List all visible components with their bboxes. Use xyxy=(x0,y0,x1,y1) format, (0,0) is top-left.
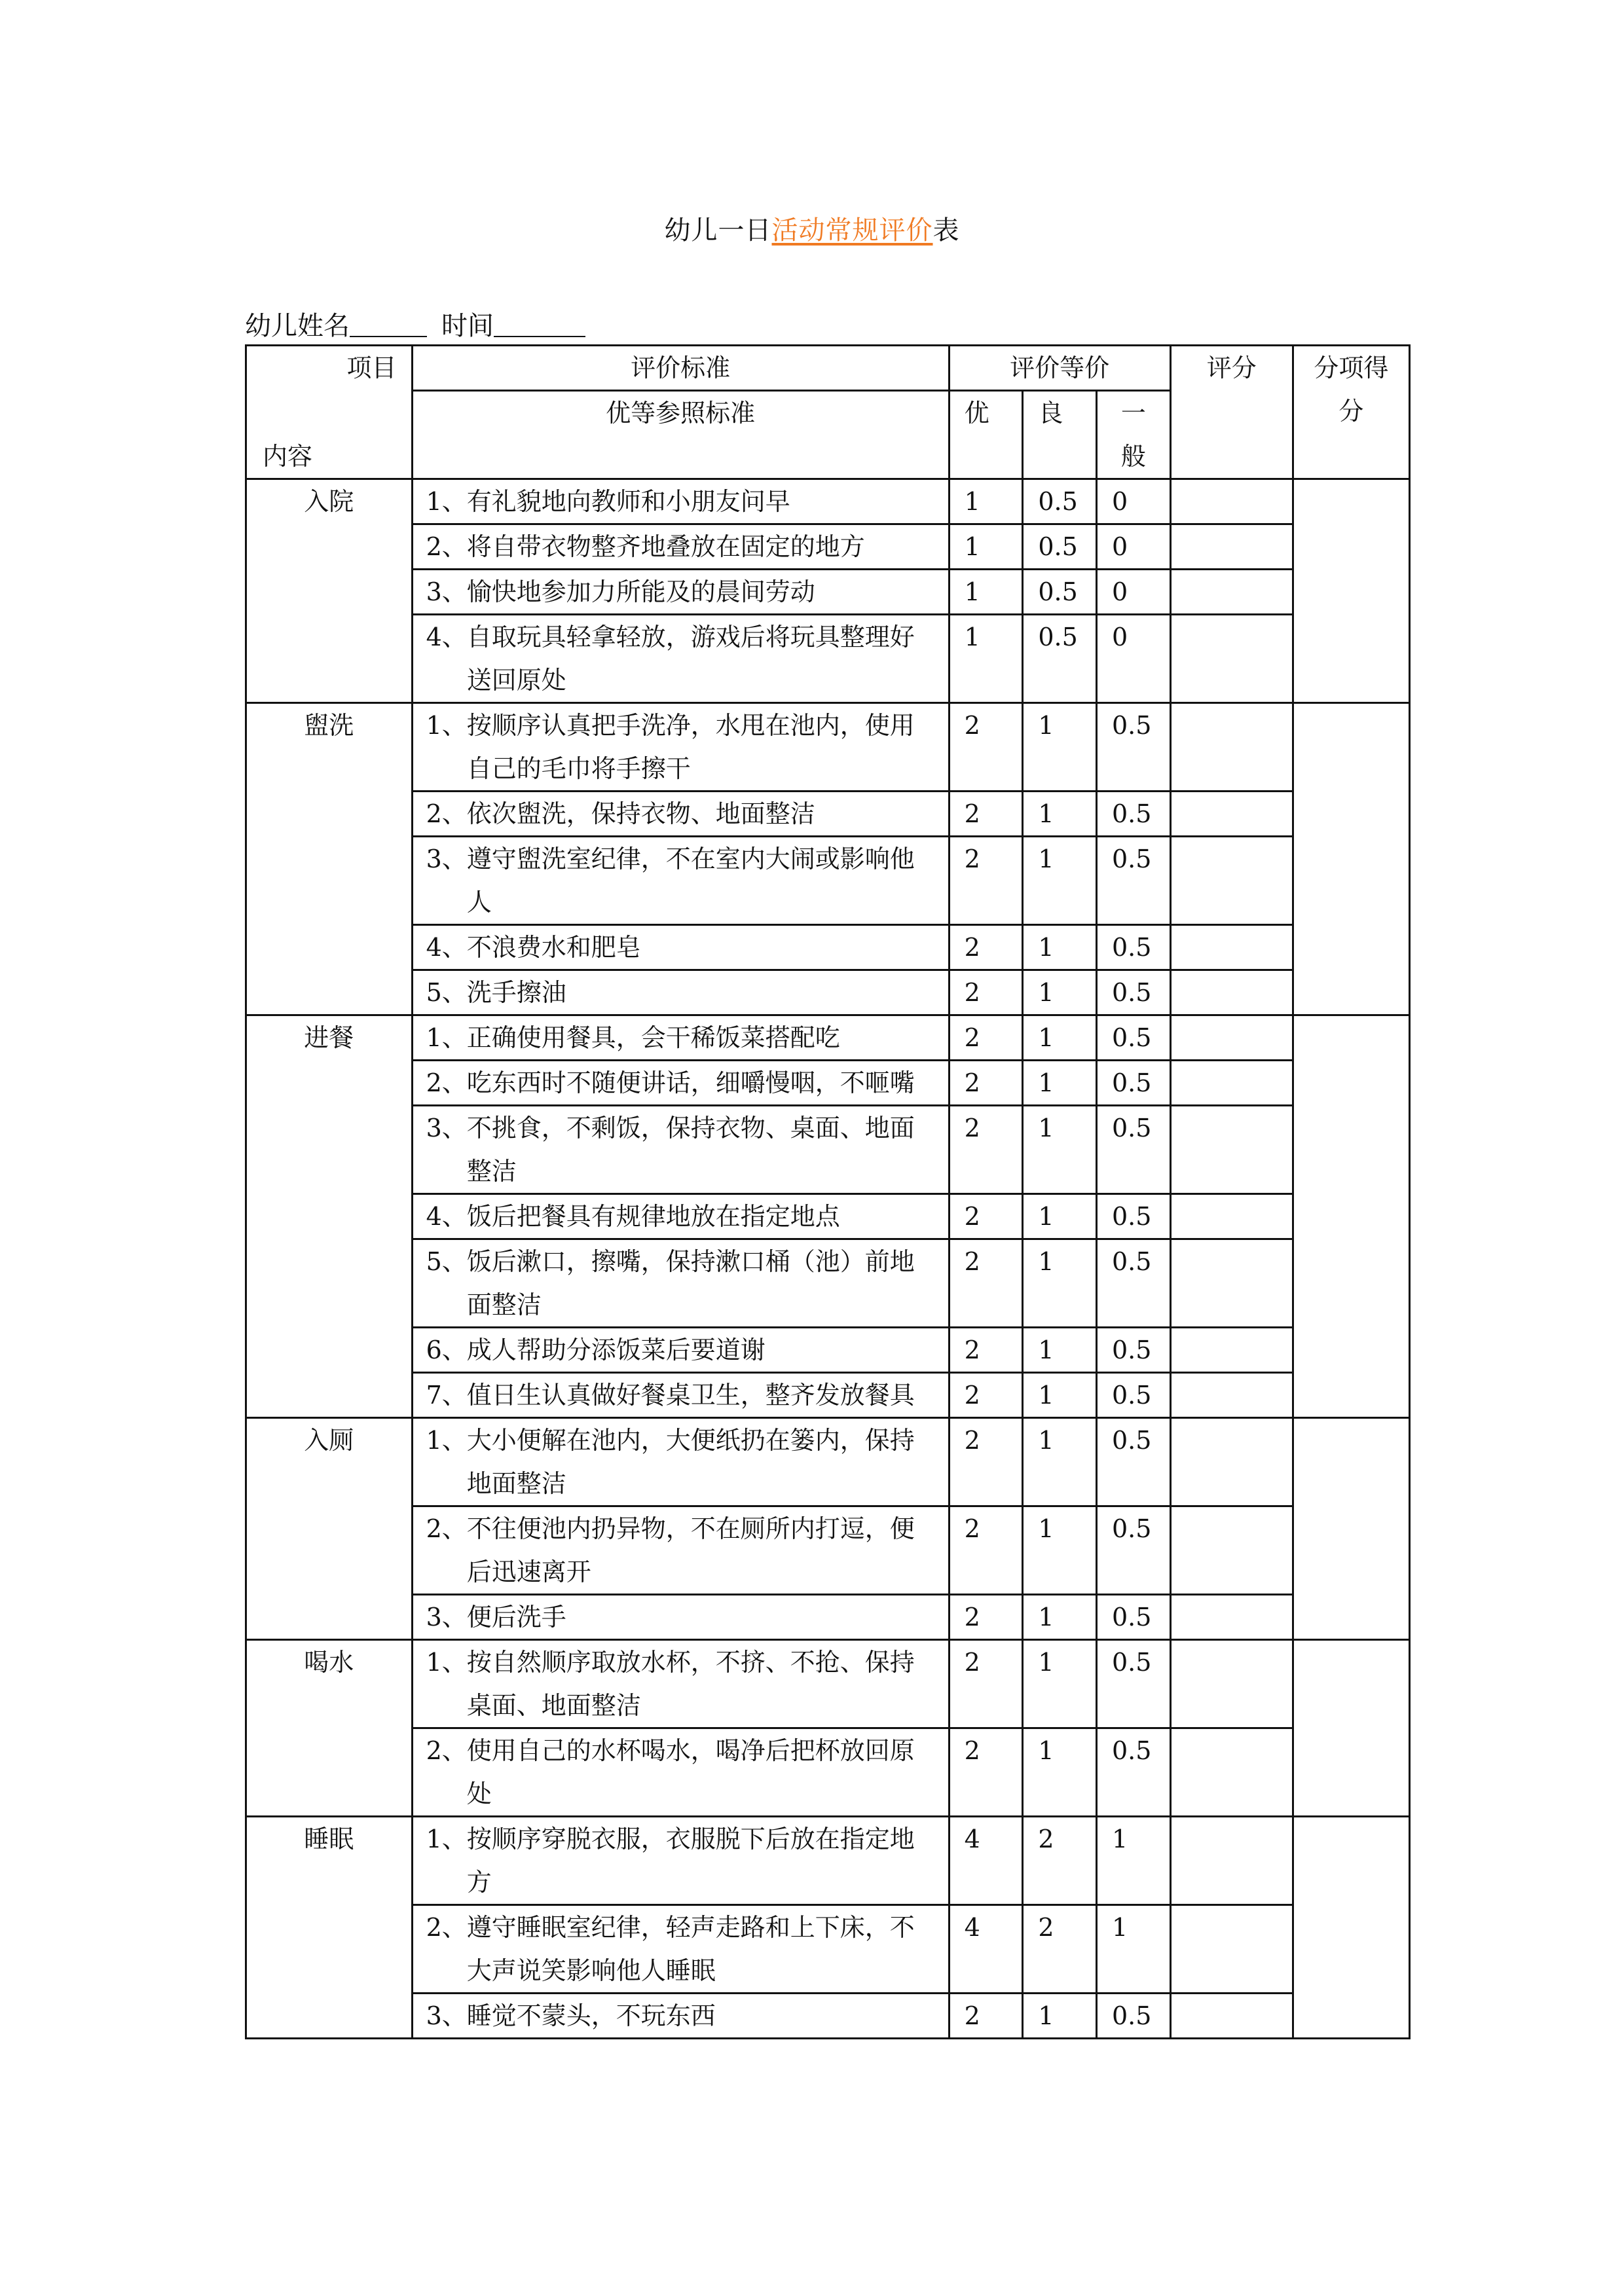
table-row xyxy=(246,1015,1410,1061)
score-input-cell[interactable] xyxy=(1170,615,1293,703)
criterion-number: 2、 xyxy=(426,799,467,828)
criterion-number: 1、 xyxy=(426,711,467,740)
table-row xyxy=(246,1106,1410,1194)
criterion-number: 3、 xyxy=(426,1603,467,1631)
table-row xyxy=(246,1061,1410,1106)
time-label: 时间 xyxy=(441,311,494,341)
table-row xyxy=(246,1640,1410,1728)
table-row xyxy=(246,970,1410,1015)
criterion-text: 值日生认真做好餐桌卫生，整齐发放餐具 xyxy=(466,1381,915,1410)
page-title xyxy=(0,210,1624,247)
header-general: 一般 xyxy=(1097,391,1171,479)
item-score-cell[interactable] xyxy=(1293,703,1409,1015)
criterion-cell xyxy=(412,1418,949,1506)
score-input-cell[interactable] xyxy=(1170,1817,1293,1905)
table-row xyxy=(246,703,1410,792)
good-value: 1 xyxy=(1023,1373,1097,1418)
criterion-number: 4、 xyxy=(426,623,467,651)
excellent-value: 2 xyxy=(949,1239,1023,1328)
criterion-cell xyxy=(412,1194,949,1239)
criterion-number: 2、 xyxy=(426,1736,467,1765)
criterion-cell xyxy=(412,1817,949,1905)
score-input-cell[interactable] xyxy=(1170,703,1293,792)
criterion-cell xyxy=(412,1015,949,1061)
criterion-cell xyxy=(412,1328,949,1373)
score-input-cell[interactable] xyxy=(1170,1328,1293,1373)
table-row xyxy=(246,925,1410,970)
general-value: 0.5 xyxy=(1097,925,1171,970)
criterion-cell xyxy=(412,1106,949,1194)
criterion-cell xyxy=(412,524,949,570)
score-input-cell[interactable] xyxy=(1170,1905,1293,1994)
table-row xyxy=(246,1905,1410,1994)
criterion-cell xyxy=(412,970,949,1015)
criterion-number: 1、 xyxy=(426,1426,467,1455)
criterion-text: 不挑食，不剩饭，保持衣物、桌面、地面整洁 xyxy=(466,1114,915,1186)
good-value: 1 xyxy=(1023,1015,1097,1061)
criterion-cell xyxy=(412,1640,949,1728)
criterion-cell xyxy=(412,615,949,703)
score-input-cell[interactable] xyxy=(1170,1015,1293,1061)
good-value: 1 xyxy=(1023,1994,1097,2039)
criterion-text: 自取玩具轻拿轻放，游戏后将玩具整理好送回原处 xyxy=(466,623,915,695)
good-value: 1 xyxy=(1023,1106,1097,1194)
score-input-cell[interactable] xyxy=(1170,1506,1293,1595)
table-row xyxy=(246,524,1410,570)
good-value: 1 xyxy=(1023,792,1097,837)
criterion-number: 1、 xyxy=(426,1023,467,1052)
criterion-cell xyxy=(412,703,949,792)
criterion-cell xyxy=(412,1506,949,1595)
criterion-cell xyxy=(412,1061,949,1106)
excellent-value: 2 xyxy=(949,1418,1023,1506)
good-value: 1 xyxy=(1023,703,1097,792)
good-value: 0.5 xyxy=(1023,570,1097,615)
category-cell: 进餐 xyxy=(246,1015,413,1418)
category-cell: 入院 xyxy=(246,479,413,703)
score-input-cell[interactable] xyxy=(1170,1595,1293,1640)
criterion-number: 1、 xyxy=(426,1648,467,1677)
criterion-text: 饭后把餐具有规律地放在指定地点 xyxy=(466,1202,840,1231)
good-value: 1 xyxy=(1023,1328,1097,1373)
good-value: 0.5 xyxy=(1023,524,1097,570)
criterion-number: 5、 xyxy=(426,1247,467,1276)
good-value: 0.5 xyxy=(1023,615,1097,703)
good-value: 1 xyxy=(1023,1194,1097,1239)
category-cell: 睡眠 xyxy=(246,1817,413,2039)
item-score-cell[interactable] xyxy=(1293,479,1409,703)
good-value: 1 xyxy=(1023,1418,1097,1506)
criterion-number: 2、 xyxy=(426,1514,467,1543)
criterion-cell xyxy=(412,1728,949,1817)
header-good: 良 xyxy=(1023,391,1097,479)
score-input-cell[interactable] xyxy=(1170,1373,1293,1418)
header-excellent: 优 xyxy=(949,391,1023,479)
table-row xyxy=(246,1595,1410,1640)
general-value: 0.5 xyxy=(1097,1595,1171,1640)
category-cell: 盥洗 xyxy=(246,703,413,1015)
criterion-text: 遵守睡眠室纪律，轻声走路和上下床，不大声说笑影响他人睡眠 xyxy=(466,1913,915,1985)
criterion-number: 3、 xyxy=(426,845,467,873)
header-content: 内容 xyxy=(263,442,313,471)
score-input-cell[interactable] xyxy=(1170,570,1293,615)
table-row xyxy=(246,570,1410,615)
general-value: 0 xyxy=(1097,479,1171,524)
criterion-text: 将自带衣物整齐地叠放在固定的地方 xyxy=(466,532,865,561)
good-value: 0.5 xyxy=(1023,479,1097,524)
excellent-value: 2 xyxy=(949,837,1023,925)
child-name-blank[interactable] xyxy=(350,314,427,337)
criterion-cell xyxy=(412,925,949,970)
table-row xyxy=(246,792,1410,837)
criterion-number: 3、 xyxy=(426,577,467,606)
general-value: 0 xyxy=(1097,524,1171,570)
score-input-cell[interactable] xyxy=(1170,925,1293,970)
criterion-number: 5、 xyxy=(426,978,467,1007)
criterion-text: 大小便解在池内，大便纸扔在篓内，保持地面整洁 xyxy=(466,1426,915,1498)
criterion-cell xyxy=(412,570,949,615)
excellent-value: 2 xyxy=(949,1728,1023,1817)
item-score-cell[interactable] xyxy=(1293,1418,1409,1640)
excellent-value: 2 xyxy=(949,1994,1023,2039)
title-highlight-link[interactable]: 活动常规评价 xyxy=(771,215,933,246)
general-value: 1 xyxy=(1097,1817,1171,1905)
item-score-cell[interactable] xyxy=(1293,1640,1409,1817)
criterion-number: 2、 xyxy=(426,1068,467,1097)
form-meta xyxy=(245,305,585,342)
good-value: 1 xyxy=(1023,1239,1097,1328)
excellent-value: 2 xyxy=(949,1373,1023,1418)
good-value: 1 xyxy=(1023,1728,1097,1817)
excellent-value: 2 xyxy=(949,1640,1023,1728)
category-cell: 喝水 xyxy=(246,1640,413,1817)
good-value: 1 xyxy=(1023,1595,1097,1640)
score-input-cell[interactable] xyxy=(1170,837,1293,925)
criterion-number: 4、 xyxy=(426,933,467,962)
table-row xyxy=(246,1817,1410,1905)
good-value: 1 xyxy=(1023,1061,1097,1106)
excellent-value: 2 xyxy=(949,925,1023,970)
table-row xyxy=(246,1194,1410,1239)
score-input-cell[interactable] xyxy=(1170,479,1293,524)
table-row xyxy=(246,1418,1410,1506)
table-row xyxy=(246,1994,1410,2039)
excellent-value: 1 xyxy=(949,524,1023,570)
general-value: 0.5 xyxy=(1097,1194,1171,1239)
table-row xyxy=(246,1373,1410,1418)
criterion-text: 饭后漱口，擦嘴，保持漱口桶（池）前地面整洁 xyxy=(466,1247,915,1319)
criterion-number: 3、 xyxy=(426,1114,467,1142)
good-value: 1 xyxy=(1023,837,1097,925)
score-input-cell[interactable] xyxy=(1170,1994,1293,2039)
title-prefix: 幼儿一日 xyxy=(664,215,772,246)
excellent-value: 2 xyxy=(949,1328,1023,1373)
general-value: 1 xyxy=(1097,1905,1171,1994)
general-value: 0.5 xyxy=(1097,792,1171,837)
score-input-cell[interactable] xyxy=(1170,1418,1293,1506)
criterion-text: 按自然顺序取放水杯，不挤、不抢、保持桌面、地面整洁 xyxy=(466,1648,915,1720)
criterion-number: 4、 xyxy=(426,1202,467,1231)
criterion-number: 1、 xyxy=(426,487,467,516)
score-input-cell[interactable] xyxy=(1170,1061,1293,1106)
criterion-text: 依次盥洗，保持衣物、地面整洁 xyxy=(466,799,815,828)
criterion-cell xyxy=(412,479,949,524)
criterion-number: 2、 xyxy=(426,532,467,561)
excellent-value: 2 xyxy=(949,970,1023,1015)
excellent-value: 2 xyxy=(949,1106,1023,1194)
excellent-value: 2 xyxy=(949,1015,1023,1061)
header-grade: 评价等价 xyxy=(949,346,1170,391)
title-suffix: 表 xyxy=(932,215,960,246)
good-value: 1 xyxy=(1023,970,1097,1015)
criterion-cell xyxy=(412,1595,949,1640)
criterion-number: 2、 xyxy=(426,1913,467,1942)
child-name-label: 幼儿姓名 xyxy=(245,311,350,341)
criterion-number: 1、 xyxy=(426,1825,467,1853)
good-value: 1 xyxy=(1023,925,1097,970)
good-value: 1 xyxy=(1023,1506,1097,1595)
criterion-number: 3、 xyxy=(426,2001,467,2030)
header-criteria-sub: 优等参照标准 xyxy=(412,391,949,479)
excellent-value: 4 xyxy=(949,1817,1023,1905)
criterion-text: 不往便池内扔异物，不在厕所内打逗，便后迅速离开 xyxy=(466,1514,915,1586)
criterion-text: 成人帮助分添饭菜后要道谢 xyxy=(466,1336,766,1364)
item-score-cell[interactable] xyxy=(1293,1817,1409,2039)
general-value: 0.5 xyxy=(1097,1418,1171,1506)
table-row xyxy=(246,1328,1410,1373)
excellent-value: 2 xyxy=(949,1595,1023,1640)
criterion-text: 有礼貌地向教师和小朋友问早 xyxy=(466,487,790,516)
excellent-value: 1 xyxy=(949,479,1023,524)
criterion-text: 洗手擦油 xyxy=(466,978,566,1007)
criterion-number: 6、 xyxy=(426,1336,467,1364)
general-value: 0.5 xyxy=(1097,837,1171,925)
excellent-value: 1 xyxy=(949,570,1023,615)
score-input-cell[interactable] xyxy=(1170,1239,1293,1328)
general-value: 0.5 xyxy=(1097,1994,1171,2039)
header-score: 评分 xyxy=(1170,346,1293,479)
general-value: 0.5 xyxy=(1097,703,1171,792)
criterion-cell xyxy=(412,1373,949,1418)
excellent-value: 2 xyxy=(949,792,1023,837)
score-input-cell[interactable] xyxy=(1170,1106,1293,1194)
score-input-cell[interactable] xyxy=(1170,792,1293,837)
general-value: 0.5 xyxy=(1097,1328,1171,1373)
criterion-text: 吃东西时不随便讲话，细嚼慢咽，不咂嘴 xyxy=(466,1068,915,1097)
general-value: 0 xyxy=(1097,570,1171,615)
general-value: 0.5 xyxy=(1097,1061,1171,1106)
time-blank[interactable] xyxy=(494,314,585,337)
criterion-text: 按顺序穿脱衣服，衣服脱下后放在指定地方 xyxy=(466,1825,915,1897)
criterion-text: 不浪费水和肥皂 xyxy=(466,933,641,962)
category-cell: 入厕 xyxy=(246,1418,413,1640)
criterion-text: 按顺序认真把手洗净，水甩在池内，使用自己的毛巾将手擦干 xyxy=(466,711,915,783)
score-input-cell[interactable] xyxy=(1170,970,1293,1015)
criterion-text: 便后洗手 xyxy=(466,1603,566,1631)
table-row xyxy=(246,1728,1410,1817)
header-row-1 xyxy=(246,346,1410,391)
general-value: 0.5 xyxy=(1097,1239,1171,1328)
general-value: 0 xyxy=(1097,615,1171,703)
criterion-cell xyxy=(412,837,949,925)
excellent-value: 4 xyxy=(949,1905,1023,1994)
header-criteria: 评价标准 xyxy=(412,346,949,391)
table-row xyxy=(246,615,1410,703)
criterion-cell xyxy=(412,1994,949,2039)
general-value: 0.5 xyxy=(1097,970,1171,1015)
criterion-number: 7、 xyxy=(426,1381,467,1410)
item-score-cell[interactable] xyxy=(1293,1015,1409,1418)
good-value: 1 xyxy=(1023,1640,1097,1728)
criterion-text: 遵守盥洗室纪律，不在室内大闹或影响他人 xyxy=(466,845,915,917)
header-project: 项目 xyxy=(346,354,397,382)
general-value: 0.5 xyxy=(1097,1640,1171,1728)
table-row xyxy=(246,479,1410,524)
criterion-cell xyxy=(412,792,949,837)
table-row xyxy=(246,837,1410,925)
criterion-cell xyxy=(412,1239,949,1328)
good-value: 2 xyxy=(1023,1905,1097,1994)
score-input-cell[interactable] xyxy=(1170,524,1293,570)
criterion-cell xyxy=(412,1905,949,1994)
general-value: 0.5 xyxy=(1097,1015,1171,1061)
score-input-cell[interactable] xyxy=(1170,1728,1293,1817)
general-value: 0.5 xyxy=(1097,1728,1171,1817)
criterion-text: 正确使用餐具，会干稀饭菜搭配吃 xyxy=(466,1023,840,1052)
score-input-cell[interactable] xyxy=(1170,1194,1293,1239)
general-value: 0.5 xyxy=(1097,1373,1171,1418)
header-item-score: 分项得分 xyxy=(1293,346,1409,479)
general-value: 0.5 xyxy=(1097,1106,1171,1194)
table-row xyxy=(246,1239,1410,1328)
table-row xyxy=(246,1506,1410,1595)
excellent-value: 2 xyxy=(949,1194,1023,1239)
excellent-value: 2 xyxy=(949,1506,1023,1595)
evaluation-table xyxy=(245,344,1411,2039)
good-value: 2 xyxy=(1023,1817,1097,1905)
excellent-value: 1 xyxy=(949,615,1023,703)
criterion-text: 使用自己的水杯喝水，喝净后把杯放回原处 xyxy=(466,1736,915,1808)
general-value: 0.5 xyxy=(1097,1506,1171,1595)
excellent-value: 2 xyxy=(949,703,1023,792)
header-project-content xyxy=(246,346,413,479)
criterion-text: 睡觉不蒙头，不玩东西 xyxy=(466,2001,716,2030)
criterion-text: 愉快地参加力所能及的晨间劳动 xyxy=(466,577,815,606)
score-input-cell[interactable] xyxy=(1170,1640,1293,1728)
excellent-value: 2 xyxy=(949,1061,1023,1106)
